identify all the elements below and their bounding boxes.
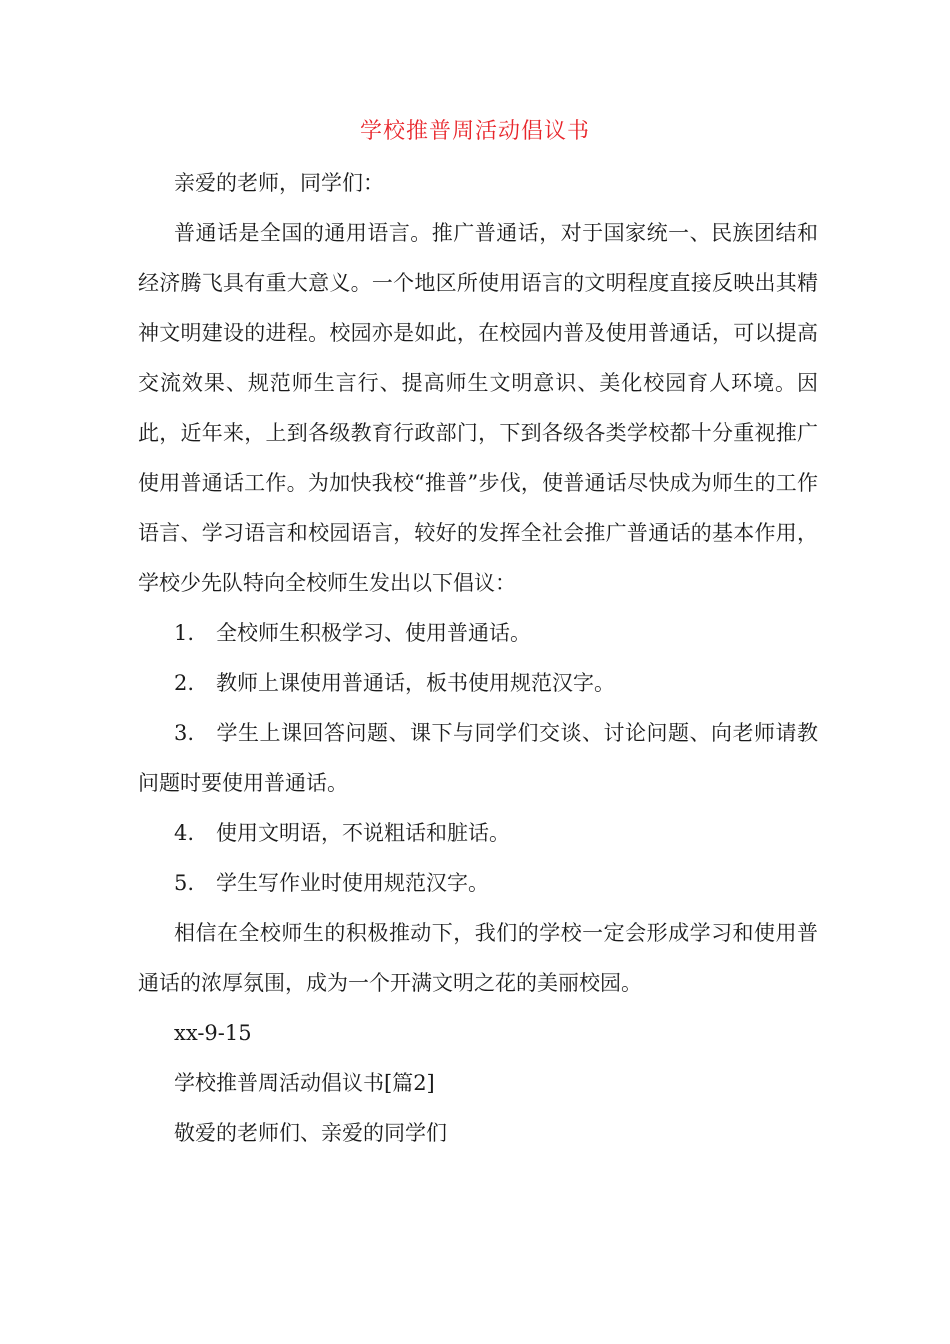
intro-paragraph: 普通话是全国的通用语言。推广普通话，对于国家统一、民族团结和经济腾飞具有重大意义。一个地区所使用语言的文明程度直接反映出其精神文明建设的进程。校园亦是如此，在校园内普及使用普通话，可以提高交流效果、规范师生言行、提高师生文明意识、美化校园育人环境。因此，近年来，上到各级教育行政部门，下到各级各类学校都十分重视推广使用普通话工作。为加快我校“推普”步伐，使普通话尽快成为师生的工作语言、学习语言和校园语言，较好的发挥全社会推广普通话的基本作用，学校少先队特向全校师生发出以下倡议： [138,221,818,595]
list-item-text: 学生写作业时使用规范汉字。 [216,871,489,895]
list-item-number: 3. [174,721,195,745]
list-item-text: 使用文明语，不说粗话和脏话。 [216,821,510,845]
list-item [138,658,818,708]
list-item [138,808,818,858]
list-item [138,708,818,808]
list-item-text: 教师上课使用普通话，板书使用规范汉字。 [216,671,615,695]
next-section-title: 学校推普周活动倡议书[篇2] [174,1071,435,1095]
list-item-number: 4. [174,821,195,845]
document-date: xx-9-15 [174,1021,252,1045]
next-section-greeting: 敬爱的老师们、亲爱的同学们 [174,1121,447,1145]
list-item-number: 2. [174,671,195,695]
list-item-number: 1. [174,621,195,645]
greeting: 亲爱的老师，同学们： [174,171,384,195]
list-item [138,608,818,658]
list-item-number: 5. [174,871,195,895]
closing-paragraph: 相信在全校师生的积极推动下，我们的学校一定会形成学习和使用普通话的浓厚氛围，成为一个开满文明之花的美丽校园。 [138,921,818,995]
document-title: 学校推普周活动倡议书 [359,119,590,144]
list-item-text: 学生上课回答问题、课下与同学们交谈、讨论问题、向老师请教问题时要使用普通话。 [138,721,818,795]
document-body [138,158,818,1158]
list-item-text: 全校师生积极学习、使用普通话。 [216,621,531,645]
list-item [138,858,818,908]
